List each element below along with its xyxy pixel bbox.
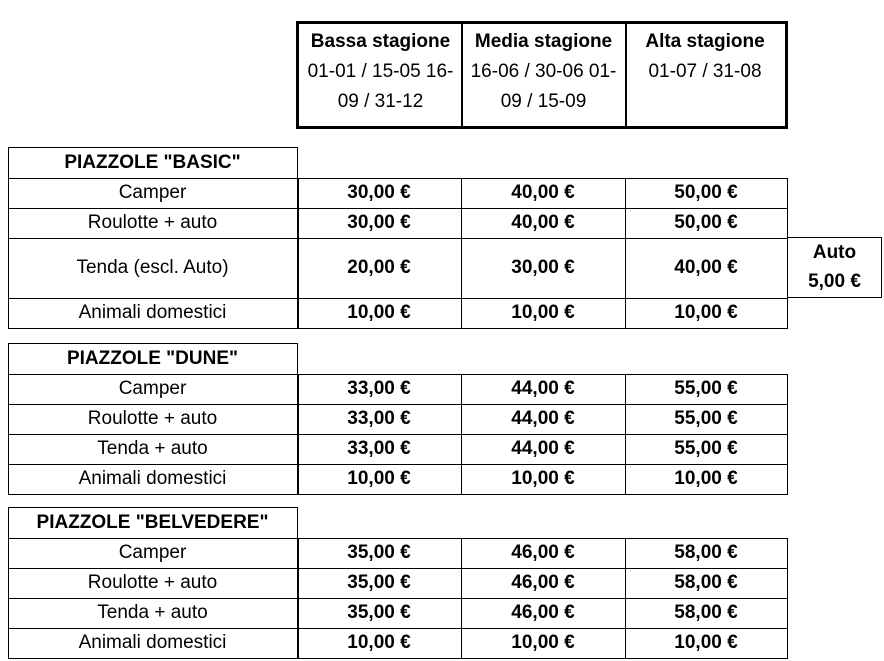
row-label: Animali domestici <box>78 302 227 323</box>
divider <box>461 24 463 126</box>
row-label: Roulotte + auto <box>87 572 218 593</box>
row-label: Tenda + auto <box>97 602 208 623</box>
grid-line <box>461 598 462 628</box>
grid-line <box>625 434 626 464</box>
grid-line <box>297 628 299 658</box>
grid-line <box>787 374 788 404</box>
grid-line <box>297 343 298 374</box>
price-cell: 33,00 € <box>347 408 411 429</box>
grid-line <box>8 568 9 598</box>
grid-line <box>787 464 788 494</box>
grid-line <box>787 434 788 464</box>
grid-line <box>8 538 9 568</box>
season-range-line1: 01-07 / 31-08 <box>648 61 762 82</box>
row-label: Camper <box>118 182 187 203</box>
grid-line <box>461 404 462 434</box>
grid-line <box>461 464 462 494</box>
grid-line <box>8 434 9 464</box>
grid-line <box>297 404 299 434</box>
price-cell: 44,00 € <box>511 378 575 399</box>
grid-line <box>625 538 626 568</box>
season-column-bassa <box>299 24 462 126</box>
grid-line <box>787 298 788 328</box>
divider <box>625 24 627 126</box>
grid-line <box>787 208 788 238</box>
price-cell: 58,00 € <box>674 572 738 593</box>
price-cell: 50,00 € <box>674 182 738 203</box>
season-range-line1: 01-01 / 15-05 16- <box>307 61 454 82</box>
row-label: Roulotte + auto <box>87 408 218 429</box>
row-label: Animali domestici <box>78 468 227 489</box>
grid-line <box>461 434 462 464</box>
season-range-line2: 09 / 31-12 <box>337 91 424 112</box>
grid-line <box>461 568 462 598</box>
grid-line <box>8 147 9 178</box>
grid-line <box>625 374 626 404</box>
price-cell: 30,00 € <box>347 212 411 233</box>
grid-line <box>625 238 626 298</box>
price-cell: 10,00 € <box>347 632 411 653</box>
grid-line <box>461 628 462 658</box>
price-cell: 10,00 € <box>674 632 738 653</box>
grid-line <box>461 538 462 568</box>
price-cell: 35,00 € <box>347 602 411 623</box>
grid-line <box>297 434 299 464</box>
grid-line <box>461 374 462 404</box>
grid-line <box>297 298 299 328</box>
section-title: PIAZZOLE "DUNE" <box>66 347 239 369</box>
price-cell: 10,00 € <box>511 302 575 323</box>
section-title: PIAZZOLE "BELVEDERE" <box>36 511 269 533</box>
grid-line <box>297 464 299 494</box>
grid-line <box>8 464 9 494</box>
grid-line <box>8 298 9 328</box>
grid-line <box>297 598 299 628</box>
section-title: PIAZZOLE "BASIC" <box>64 151 241 173</box>
grid-line <box>8 628 9 658</box>
grid-line <box>625 298 626 328</box>
price-cell: 46,00 € <box>511 572 575 593</box>
price-cell: 33,00 € <box>347 378 411 399</box>
price-cell: 10,00 € <box>511 632 575 653</box>
season-range-line1: 16-06 / 30-06 01- <box>470 61 617 82</box>
row-label: Tenda + auto <box>97 438 208 459</box>
grid-line <box>297 147 298 178</box>
grid-line <box>461 178 462 208</box>
row-label: Camper <box>118 542 187 563</box>
auto-extra-box <box>787 237 882 298</box>
price-cell: 35,00 € <box>347 542 411 563</box>
grid-line <box>787 178 788 208</box>
grid-line <box>297 178 299 208</box>
grid-line <box>297 374 299 404</box>
grid-line <box>8 494 788 495</box>
price-cell: 50,00 € <box>674 212 738 233</box>
price-cell: 35,00 € <box>347 572 411 593</box>
price-cell: 10,00 € <box>511 468 575 489</box>
grid-line <box>297 538 299 568</box>
grid-line <box>8 238 9 298</box>
price-cell: 55,00 € <box>674 378 738 399</box>
grid-line <box>297 238 299 298</box>
price-cell: 40,00 € <box>674 257 738 278</box>
price-cell: 44,00 € <box>511 408 575 429</box>
grid-line <box>297 208 299 238</box>
grid-line <box>625 178 626 208</box>
price-cell: 46,00 € <box>511 542 575 563</box>
row-label: Animali domestici <box>78 632 227 653</box>
grid-line <box>8 404 9 434</box>
grid-line <box>625 598 626 628</box>
row-label: Camper <box>118 378 187 399</box>
grid-line <box>8 147 298 148</box>
price-cell: 10,00 € <box>347 468 411 489</box>
grid-line <box>787 598 788 628</box>
price-cell: 55,00 € <box>674 408 738 429</box>
grid-line <box>297 568 299 598</box>
grid-line <box>787 404 788 434</box>
price-cell: 58,00 € <box>674 602 738 623</box>
row-label: Roulotte + auto <box>87 212 218 233</box>
price-cell: 40,00 € <box>511 182 575 203</box>
price-cell: 10,00 € <box>674 302 738 323</box>
price-cell: 46,00 € <box>511 602 575 623</box>
price-cell: 30,00 € <box>347 182 411 203</box>
price-cell: 33,00 € <box>347 438 411 459</box>
auto-extra-label: Auto <box>812 242 857 263</box>
price-cell: 58,00 € <box>674 542 738 563</box>
grid-line <box>625 464 626 494</box>
grid-line <box>8 208 9 238</box>
price-cell: 10,00 € <box>674 468 738 489</box>
grid-line <box>625 628 626 658</box>
season-column-alta <box>625 24 785 126</box>
price-cell: 40,00 € <box>511 212 575 233</box>
price-cell: 10,00 € <box>347 302 411 323</box>
season-title: Media stagione <box>474 31 613 52</box>
season-title: Bassa stagione <box>310 31 451 52</box>
season-header <box>296 21 788 129</box>
grid-line <box>625 404 626 434</box>
season-column-media <box>462 24 625 126</box>
price-cell: 30,00 € <box>511 257 575 278</box>
grid-line <box>297 507 298 538</box>
grid-line <box>787 538 788 568</box>
grid-line <box>8 507 9 538</box>
grid-line <box>461 238 462 298</box>
grid-line <box>461 298 462 328</box>
grid-line <box>787 628 788 658</box>
grid-line <box>8 374 9 404</box>
grid-line <box>625 208 626 238</box>
price-cell: 44,00 € <box>511 438 575 459</box>
price-cell: 55,00 € <box>674 438 738 459</box>
row-label: Tenda (escl. Auto) <box>76 257 229 278</box>
auto-extra-price: 5,00 € <box>808 271 861 292</box>
grid-line <box>8 658 788 659</box>
price-cell: 20,00 € <box>347 257 411 278</box>
grid-line <box>625 568 626 598</box>
season-range-line2: 09 / 15-09 <box>500 91 587 112</box>
grid-line <box>8 343 298 344</box>
grid-line <box>8 598 9 628</box>
grid-line <box>787 568 788 598</box>
grid-line <box>8 343 9 374</box>
grid-line <box>8 178 9 208</box>
grid-line <box>461 208 462 238</box>
season-title: Alta stagione <box>645 31 765 52</box>
grid-line <box>8 507 298 508</box>
grid-line <box>8 328 788 329</box>
